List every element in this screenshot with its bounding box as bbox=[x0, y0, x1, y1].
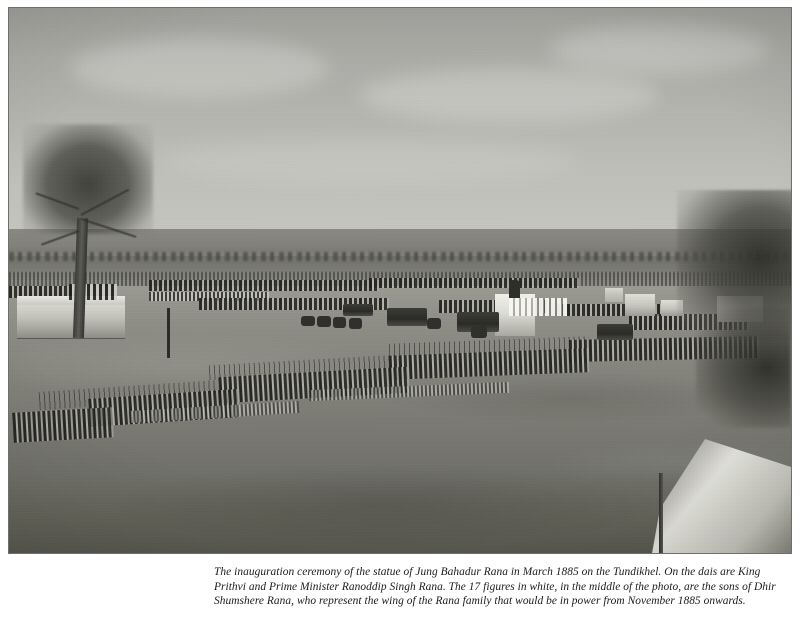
figures-in-white-group bbox=[509, 298, 567, 316]
horse bbox=[333, 317, 346, 328]
photo-canvas bbox=[9, 8, 791, 553]
horse bbox=[349, 318, 362, 329]
caption-line-3: Dhir Shumshere Rana, who represent the wing of the Rana family that would be in power from November 1885 onwards. bbox=[214, 580, 776, 608]
cloud-shape bbox=[159, 138, 579, 182]
flagpole bbox=[167, 308, 170, 358]
tent bbox=[605, 288, 623, 302]
cloud-shape bbox=[549, 26, 769, 74]
caption-line-2: Prithvi and Prime Minister Ranoddip Singh Rana. The 17 figures in white, in the middle of the photo, are the sons of bbox=[214, 580, 752, 593]
horse bbox=[471, 326, 487, 338]
horse bbox=[427, 318, 441, 329]
tree-foliage-right-lower bbox=[696, 308, 791, 428]
carriage bbox=[597, 324, 633, 340]
historical-photograph bbox=[9, 8, 791, 553]
main-troop-line bbox=[12, 407, 114, 443]
troop-line bbox=[369, 278, 579, 288]
viewing-dais bbox=[17, 304, 125, 338]
carriage bbox=[387, 308, 427, 326]
carriage bbox=[343, 304, 373, 316]
troop-line bbox=[149, 280, 379, 291]
caption-line-1: The inauguration ceremony of the statue of Jung Bahadur Rana in March 1885 on the Tundikhel. On the dais are King bbox=[214, 566, 761, 578]
cloud-shape bbox=[359, 68, 659, 122]
horse bbox=[301, 316, 315, 326]
horse bbox=[317, 316, 331, 327]
canopy-pole bbox=[659, 473, 663, 553]
building bbox=[625, 294, 655, 316]
cloud-shape bbox=[69, 38, 329, 98]
statue-figure bbox=[509, 280, 520, 298]
photo-caption bbox=[214, 565, 786, 609]
